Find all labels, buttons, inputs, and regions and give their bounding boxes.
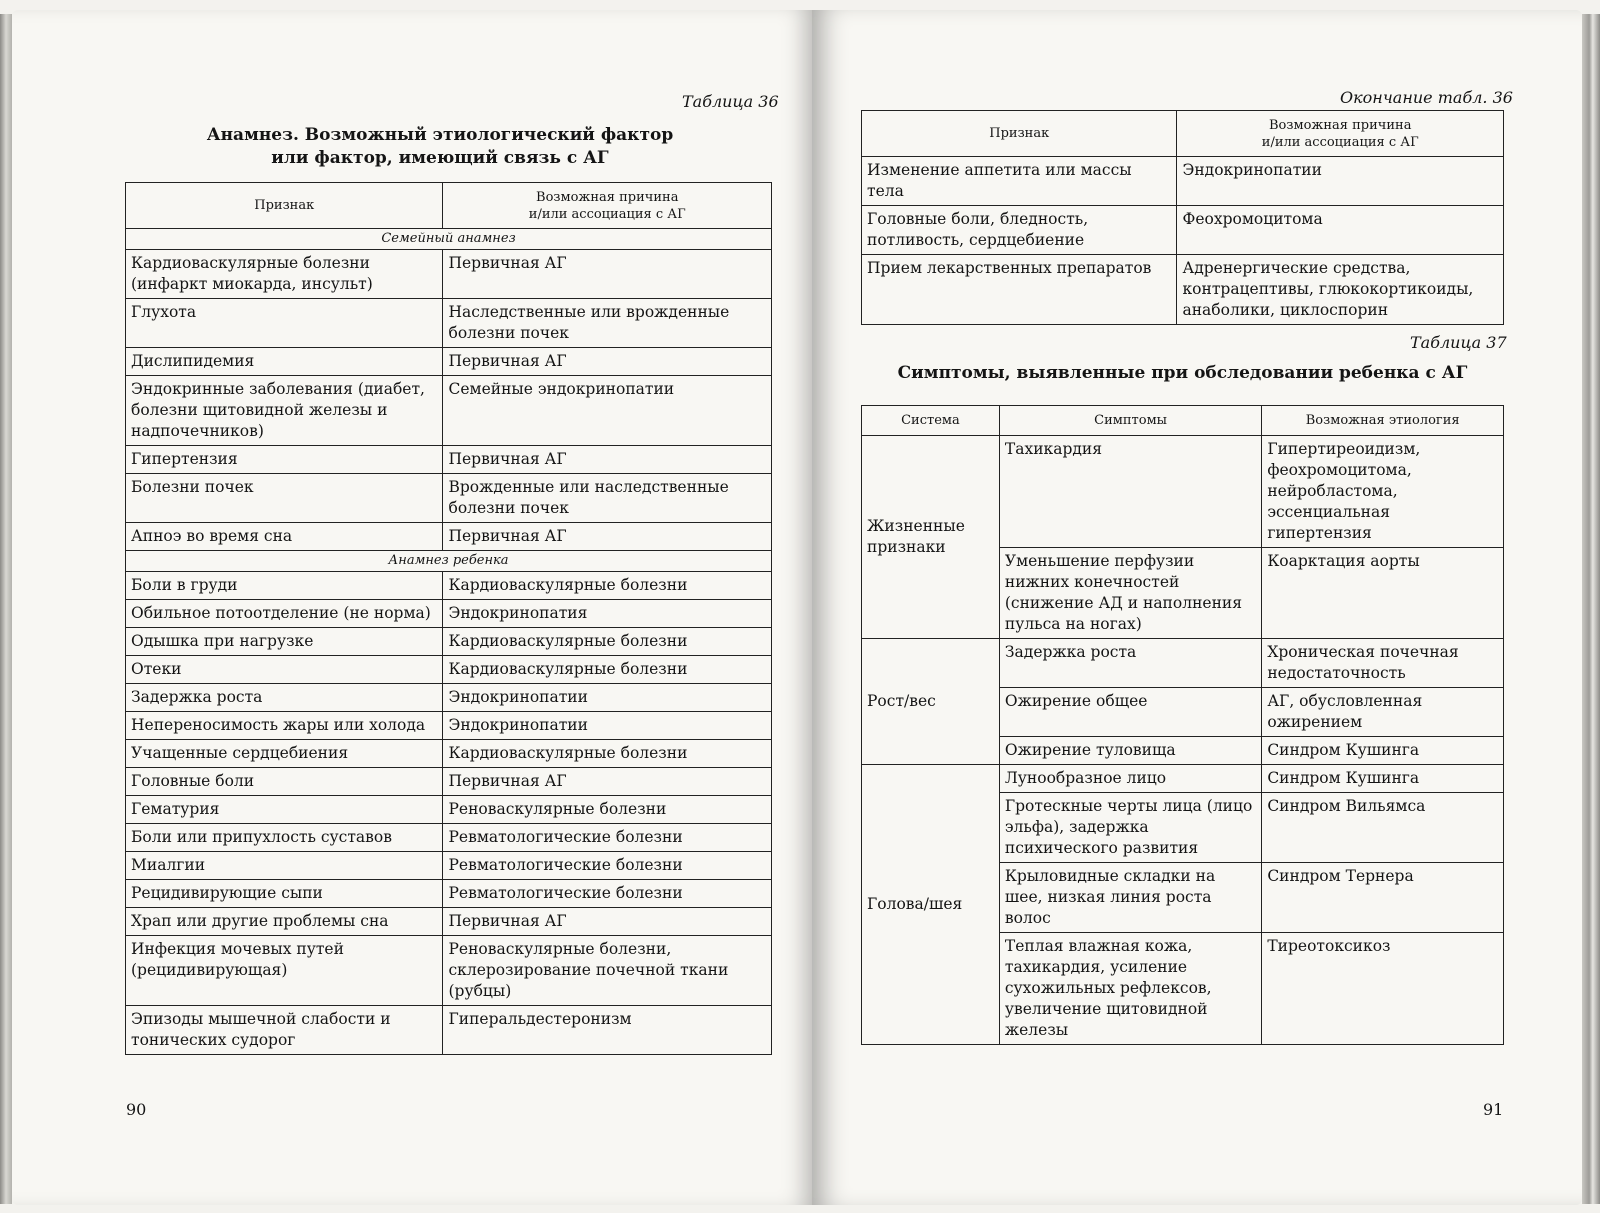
table-row bbox=[862, 255, 1504, 325]
sign-cell: Боли или припухлость суставов bbox=[126, 824, 443, 852]
sign-cell: Глухота bbox=[126, 299, 443, 348]
table-row bbox=[126, 474, 772, 523]
table-36-title-line-1: Анамнез. Возможный этиологический фактор bbox=[206, 125, 674, 145]
etiology-cell: Тиреотоксикоз bbox=[1262, 933, 1504, 1045]
etiology-cell: Синдром Кушинга bbox=[1262, 765, 1504, 793]
column-header-sign: Признак bbox=[126, 183, 443, 229]
sign-cell: Гипертензия bbox=[126, 446, 443, 474]
sign-cell: Миалгии bbox=[126, 852, 443, 880]
table-36-continuation bbox=[861, 110, 1504, 325]
cause-cell: Кардиоваскулярные болезни bbox=[443, 572, 772, 600]
sign-cell: Кардиоваскулярные болезни (инфаркт миокарда, инсульт) bbox=[126, 250, 443, 299]
table-row bbox=[126, 796, 772, 824]
etiology-cell: Гипертиреоидизм, феохромоцитома, нейробластома, эссенциальная гипертензия bbox=[1262, 436, 1504, 548]
table-row bbox=[126, 600, 772, 628]
cause-cell: Семейные эндокринопатии bbox=[443, 376, 772, 446]
table-row bbox=[126, 523, 772, 551]
book-page-edges-left bbox=[0, 14, 12, 1204]
cause-cell: Эндокринопатии bbox=[443, 712, 772, 740]
column-header-etiology: Возможная этиология bbox=[1262, 406, 1504, 436]
cause-cell: Кардиоваскулярные болезни bbox=[443, 628, 772, 656]
cause-cell: Наследственные или врожденные болезни почек bbox=[443, 299, 772, 348]
section-row bbox=[126, 229, 772, 250]
table-36-title-line-2: или фактор, имеющий связь с АГ bbox=[271, 148, 609, 168]
column-header-cause: Возможная причина и/или ассоциация с АГ bbox=[1177, 111, 1504, 157]
cause-cell: Первичная АГ bbox=[443, 446, 772, 474]
symptom-cell: Ожирение общее bbox=[999, 688, 1261, 737]
sign-cell: Дислипидемия bbox=[126, 348, 443, 376]
etiology-cell: АГ, обусловленная ожирением bbox=[1262, 688, 1504, 737]
table-36-caption: Таблица 36 bbox=[682, 92, 779, 111]
system-cell: Рост/вес bbox=[862, 639, 1000, 765]
column-header-system: Система bbox=[862, 406, 1000, 436]
section-label: Семейный анамнез bbox=[126, 229, 772, 250]
table-row bbox=[126, 908, 772, 936]
system-cell: Голова/шея bbox=[862, 765, 1000, 1045]
table-row bbox=[126, 712, 772, 740]
cause-cell: Первичная АГ bbox=[443, 348, 772, 376]
sign-cell: Изменение аппетита или массы тела bbox=[862, 157, 1177, 206]
table-row bbox=[126, 684, 772, 712]
table-row bbox=[126, 656, 772, 684]
table-37-title: Симптомы, выявленные при обследовании ребенка с АГ bbox=[897, 363, 1468, 383]
table-row bbox=[126, 1006, 772, 1055]
book-page-edges-right bbox=[1582, 14, 1600, 1204]
table-row bbox=[862, 436, 1504, 548]
table-row bbox=[126, 376, 772, 446]
etiology-cell: Коарктация аорты bbox=[1262, 548, 1504, 639]
cause-cell: Эндокринопатии bbox=[1177, 157, 1504, 206]
cause-cell: Кардиоваскулярные болезни bbox=[443, 740, 772, 768]
etiology-cell: Синдром Тернера bbox=[1262, 863, 1504, 933]
cause-cell: Эндокринопатии bbox=[443, 684, 772, 712]
column-header-cause: Возможная причина и/или ассоциация с АГ bbox=[443, 183, 772, 229]
sign-cell: Инфекция мочевых путей (рецидивирующая) bbox=[126, 936, 443, 1006]
symptom-cell: Уменьшение перфузии нижних конечностей (снижение АД и наполнения пульса на ногах) bbox=[999, 548, 1261, 639]
sign-cell: Гематурия bbox=[126, 796, 443, 824]
symptom-cell: Задержка роста bbox=[999, 639, 1261, 688]
cause-cell: Ревматологические болезни bbox=[443, 852, 772, 880]
sign-cell: Рецидивирующие сыпи bbox=[126, 880, 443, 908]
symptom-cell: Лунообразное лицо bbox=[999, 765, 1261, 793]
column-header-sign: Признак bbox=[862, 111, 1177, 157]
table-37 bbox=[861, 405, 1504, 1045]
table-row bbox=[862, 639, 1504, 688]
system-cell: Жизненные признаки bbox=[862, 436, 1000, 639]
etiology-cell: Синдром Вильямса bbox=[1262, 793, 1504, 863]
cause-cell: Феохромоцитома bbox=[1177, 206, 1504, 255]
table-row bbox=[126, 768, 772, 796]
table-row bbox=[862, 206, 1504, 255]
sign-cell: Отеки bbox=[126, 656, 443, 684]
symptom-cell: Теплая влажная кожа, тахикардия, усиление сухожильных рефлексов, увеличение щитовидной железы bbox=[999, 933, 1261, 1045]
section-row bbox=[126, 551, 772, 572]
table-37-caption: Таблица 37 bbox=[1410, 333, 1507, 352]
sign-cell: Головные боли, бледность, потливость, сердцебиение bbox=[862, 206, 1177, 255]
cause-cell: Гиперальдестеронизм bbox=[443, 1006, 772, 1055]
cause-cell: Кардиоваскулярные болезни bbox=[443, 656, 772, 684]
cause-cell: Эндокринопатия bbox=[443, 600, 772, 628]
table-row bbox=[126, 250, 772, 299]
sign-cell: Эндокринные заболевания (диабет, болезни щитовидной железы и надпочечников) bbox=[126, 376, 443, 446]
cause-cell: Реноваскулярные болезни, склерозирование почечной ткани (рубцы) bbox=[443, 936, 772, 1006]
table-row bbox=[126, 740, 772, 768]
table-36-continuation-caption: Окончание табл. 36 bbox=[1340, 88, 1513, 107]
sign-cell: Обильное потоотделение (не норма) bbox=[126, 600, 443, 628]
table-row bbox=[126, 852, 772, 880]
sign-cell: Эпизоды мышечной слабости и тонических судорог bbox=[126, 1006, 443, 1055]
cause-cell: Реноваскулярные болезни bbox=[443, 796, 772, 824]
cause-cell: Ревматологические болезни bbox=[443, 880, 772, 908]
table-row bbox=[862, 157, 1504, 206]
cause-cell: Врожденные или наследственные болезни почек bbox=[443, 474, 772, 523]
cause-cell: Адренергические средства, контрацептивы, глюкокортикоиды, анаболики, циклоспорин bbox=[1177, 255, 1504, 325]
sign-cell: Боли в груди bbox=[126, 572, 443, 600]
table-row bbox=[126, 299, 772, 348]
etiology-cell: Хроническая почечная недостаточность bbox=[1262, 639, 1504, 688]
symptom-cell: Гротескные черты лица (лицо эльфа), задержка психического развития bbox=[999, 793, 1261, 863]
table-row bbox=[126, 628, 772, 656]
table-row bbox=[862, 765, 1504, 793]
table-row bbox=[126, 824, 772, 852]
table-row bbox=[126, 446, 772, 474]
page-number-right: 91 bbox=[1483, 1100, 1504, 1119]
table-36 bbox=[125, 182, 772, 1055]
symptom-cell: Тахикардия bbox=[999, 436, 1261, 548]
sign-cell: Одышка при нагрузке bbox=[126, 628, 443, 656]
page-number-left: 90 bbox=[126, 1100, 147, 1119]
sign-cell: Храп или другие проблемы сна bbox=[126, 908, 443, 936]
cause-cell: Ревматологические болезни bbox=[443, 824, 772, 852]
symptom-cell: Ожирение туловища bbox=[999, 737, 1261, 765]
section-label: Анамнез ребенка bbox=[126, 551, 772, 572]
sign-cell: Прием лекарственных препаратов bbox=[862, 255, 1177, 325]
cause-cell: Первичная АГ bbox=[443, 768, 772, 796]
cause-cell: Первичная АГ bbox=[443, 523, 772, 551]
column-header-symptoms: Симптомы bbox=[999, 406, 1261, 436]
table-row bbox=[126, 348, 772, 376]
sign-cell: Болезни почек bbox=[126, 474, 443, 523]
sign-cell: Апноэ во время сна bbox=[126, 523, 443, 551]
etiology-cell: Синдром Кушинга bbox=[1262, 737, 1504, 765]
table-row bbox=[126, 572, 772, 600]
sign-cell: Задержка роста bbox=[126, 684, 443, 712]
cause-cell: Первичная АГ bbox=[443, 908, 772, 936]
sign-cell: Головные боли bbox=[126, 768, 443, 796]
symptom-cell: Крыловидные складки на шее, низкая линия роста волос bbox=[999, 863, 1261, 933]
table-row bbox=[126, 880, 772, 908]
table-36-title bbox=[125, 124, 755, 170]
table-row bbox=[126, 936, 772, 1006]
sign-cell: Непереносимость жары или холода bbox=[126, 712, 443, 740]
cause-cell: Первичная АГ bbox=[443, 250, 772, 299]
sign-cell: Учащенные сердцебиения bbox=[126, 740, 443, 768]
